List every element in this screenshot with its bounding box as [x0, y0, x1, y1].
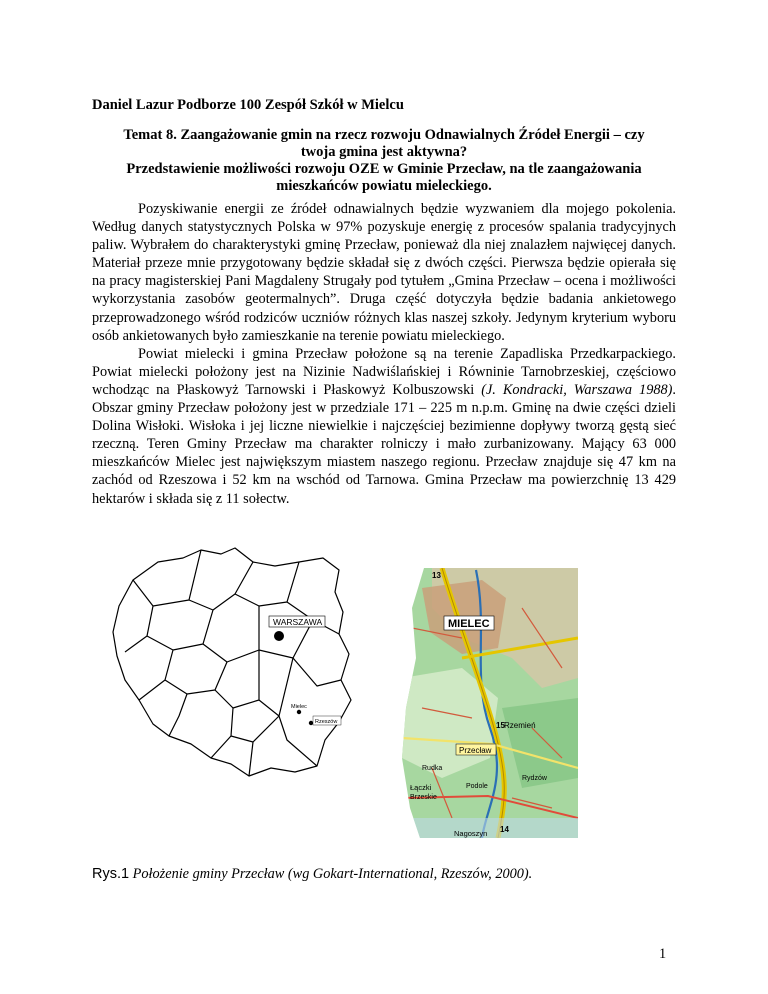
- topic-line-3: Przedstawienie możliwości rozwoju OZE w Gminie Przecław, na tle zaangażowania: [126, 161, 642, 177]
- rzeszow-label: Rzeszów: [315, 719, 338, 725]
- figure-caption-text: Położenie gminy Przecław (wg Gokart-International, Rzeszów, 2000).: [129, 866, 533, 882]
- topic-line-4: mieszkańców powiatu mieleckiego.: [276, 178, 492, 194]
- poland-outline: [113, 548, 351, 776]
- topic-line-1: Temat 8. Zaangażowanie gmin na rzecz rozwoju Odnawialnych Źródeł Energii – czy: [123, 127, 645, 143]
- mielec-label: Mielec: [291, 704, 307, 710]
- paragraph-2: [92, 345, 676, 508]
- paragraph-2-part-b: . Obszar gminy Przecław położony jest w przedziale 171 – 225 m n.p.m. Gminę na dwie części dzieli Dolina Wisłoki. Wisłoka i jej liczne niewielkie i najczęściej bezimienne dopływy tworzą gęstą sieć rzeczną. Teren Gminy Przecław ma charakter rolniczy i mało zurbanizowany. Mający 63 000 mieszkańców Mielec jest największym miastem naszego regionu. Przecław znajduje się 47 km na zachód od Rzeszowa i 52 km na wschód od Tarnowa. Gmina Przecław ma powierzchnię 13 429 hektarów i składa się z 11 sołectw.: [92, 381, 676, 507]
- road-15-label: 15: [496, 721, 505, 730]
- topic-line-2: twoja gmina jest aktywna?: [300, 144, 468, 160]
- body-text: [92, 200, 676, 508]
- podole-map-label: Podole: [466, 783, 488, 790]
- road-13-label: 13: [432, 571, 441, 580]
- rzemien-map-label: Rzemień: [504, 721, 536, 730]
- topic-heading: [92, 127, 676, 195]
- rzeszow-marker: [309, 721, 313, 725]
- figure-caption: [92, 866, 532, 883]
- mielec-map-label: MIELEC: [448, 618, 490, 630]
- warszawa-label: WARSZAWA: [273, 617, 323, 627]
- przeclaw-map-label: Przecław: [459, 746, 492, 755]
- brzeskie-map-label: Brzeskie: [410, 794, 437, 801]
- figure-label: Rys.1: [92, 866, 130, 882]
- warszawa-marker: [274, 631, 284, 641]
- page-number: 1: [659, 946, 667, 962]
- rudka-map-label: Rudka: [422, 765, 443, 772]
- water-area: [402, 818, 578, 838]
- przeclaw-region-map: [402, 568, 578, 838]
- paragraph-1: Pozyskiwanie energii ze źródeł odnawialnych będzie wyzwaniem dla mojego pokolenia. Według danych statystycznych Polska w 97% pozyskuje energię z procesów spalania tradycyjnych paliw. Wybrałem do charakterystyki gminę Przecław, ponieważ dla niej znalazłem najwięcej danych. Materiał przeze mnie przygotowany będzie składał się z dwóch części. Pierwsza będzie opierała się na pracy magisterskiej Pani Magdaleny Strugały pod tytułem „Gmina Przecław – ocena i możliwości wykorzystania zasobów geotermalnych”. Druga część dotyczyła będzie badania ankietowego przeprowadzonego wśród rodziców uczniów różnych klas naszej szkoły. Jedynym kryterium wyboru osób ankietowanych było zamieszkanie na terenie powiatu mieleckiego.: [92, 201, 676, 344]
- mielec-marker: [297, 710, 301, 714]
- road-14-label: 14: [500, 825, 509, 834]
- citation: (J. Kondracki, Warszawa 1988): [481, 381, 673, 398]
- nagoszyn-map-label: Nagoszyn: [454, 829, 488, 838]
- author-line: Daniel Lazur Podborze 100 Zespół Szkół w Mielcu: [92, 97, 404, 113]
- paragraph-2-part-a: Powiat mielecki i gmina Przecław położone są na terenie Zapadliska Przedkarpackiego. Powiat mielecki położony jest na Nizinie Nadwiślańskiej i Równinie Tarnobrzeskiej, częściowo wchodząc na Płaskowyż Tarnowski i Płaskowyż Kolbuszowski: [92, 345, 676, 398]
- poland-voivodeship-map: [103, 540, 363, 780]
- lazki-map-label: Łączki: [410, 783, 432, 792]
- rydzow-map-label: Rydzów: [522, 775, 547, 782]
